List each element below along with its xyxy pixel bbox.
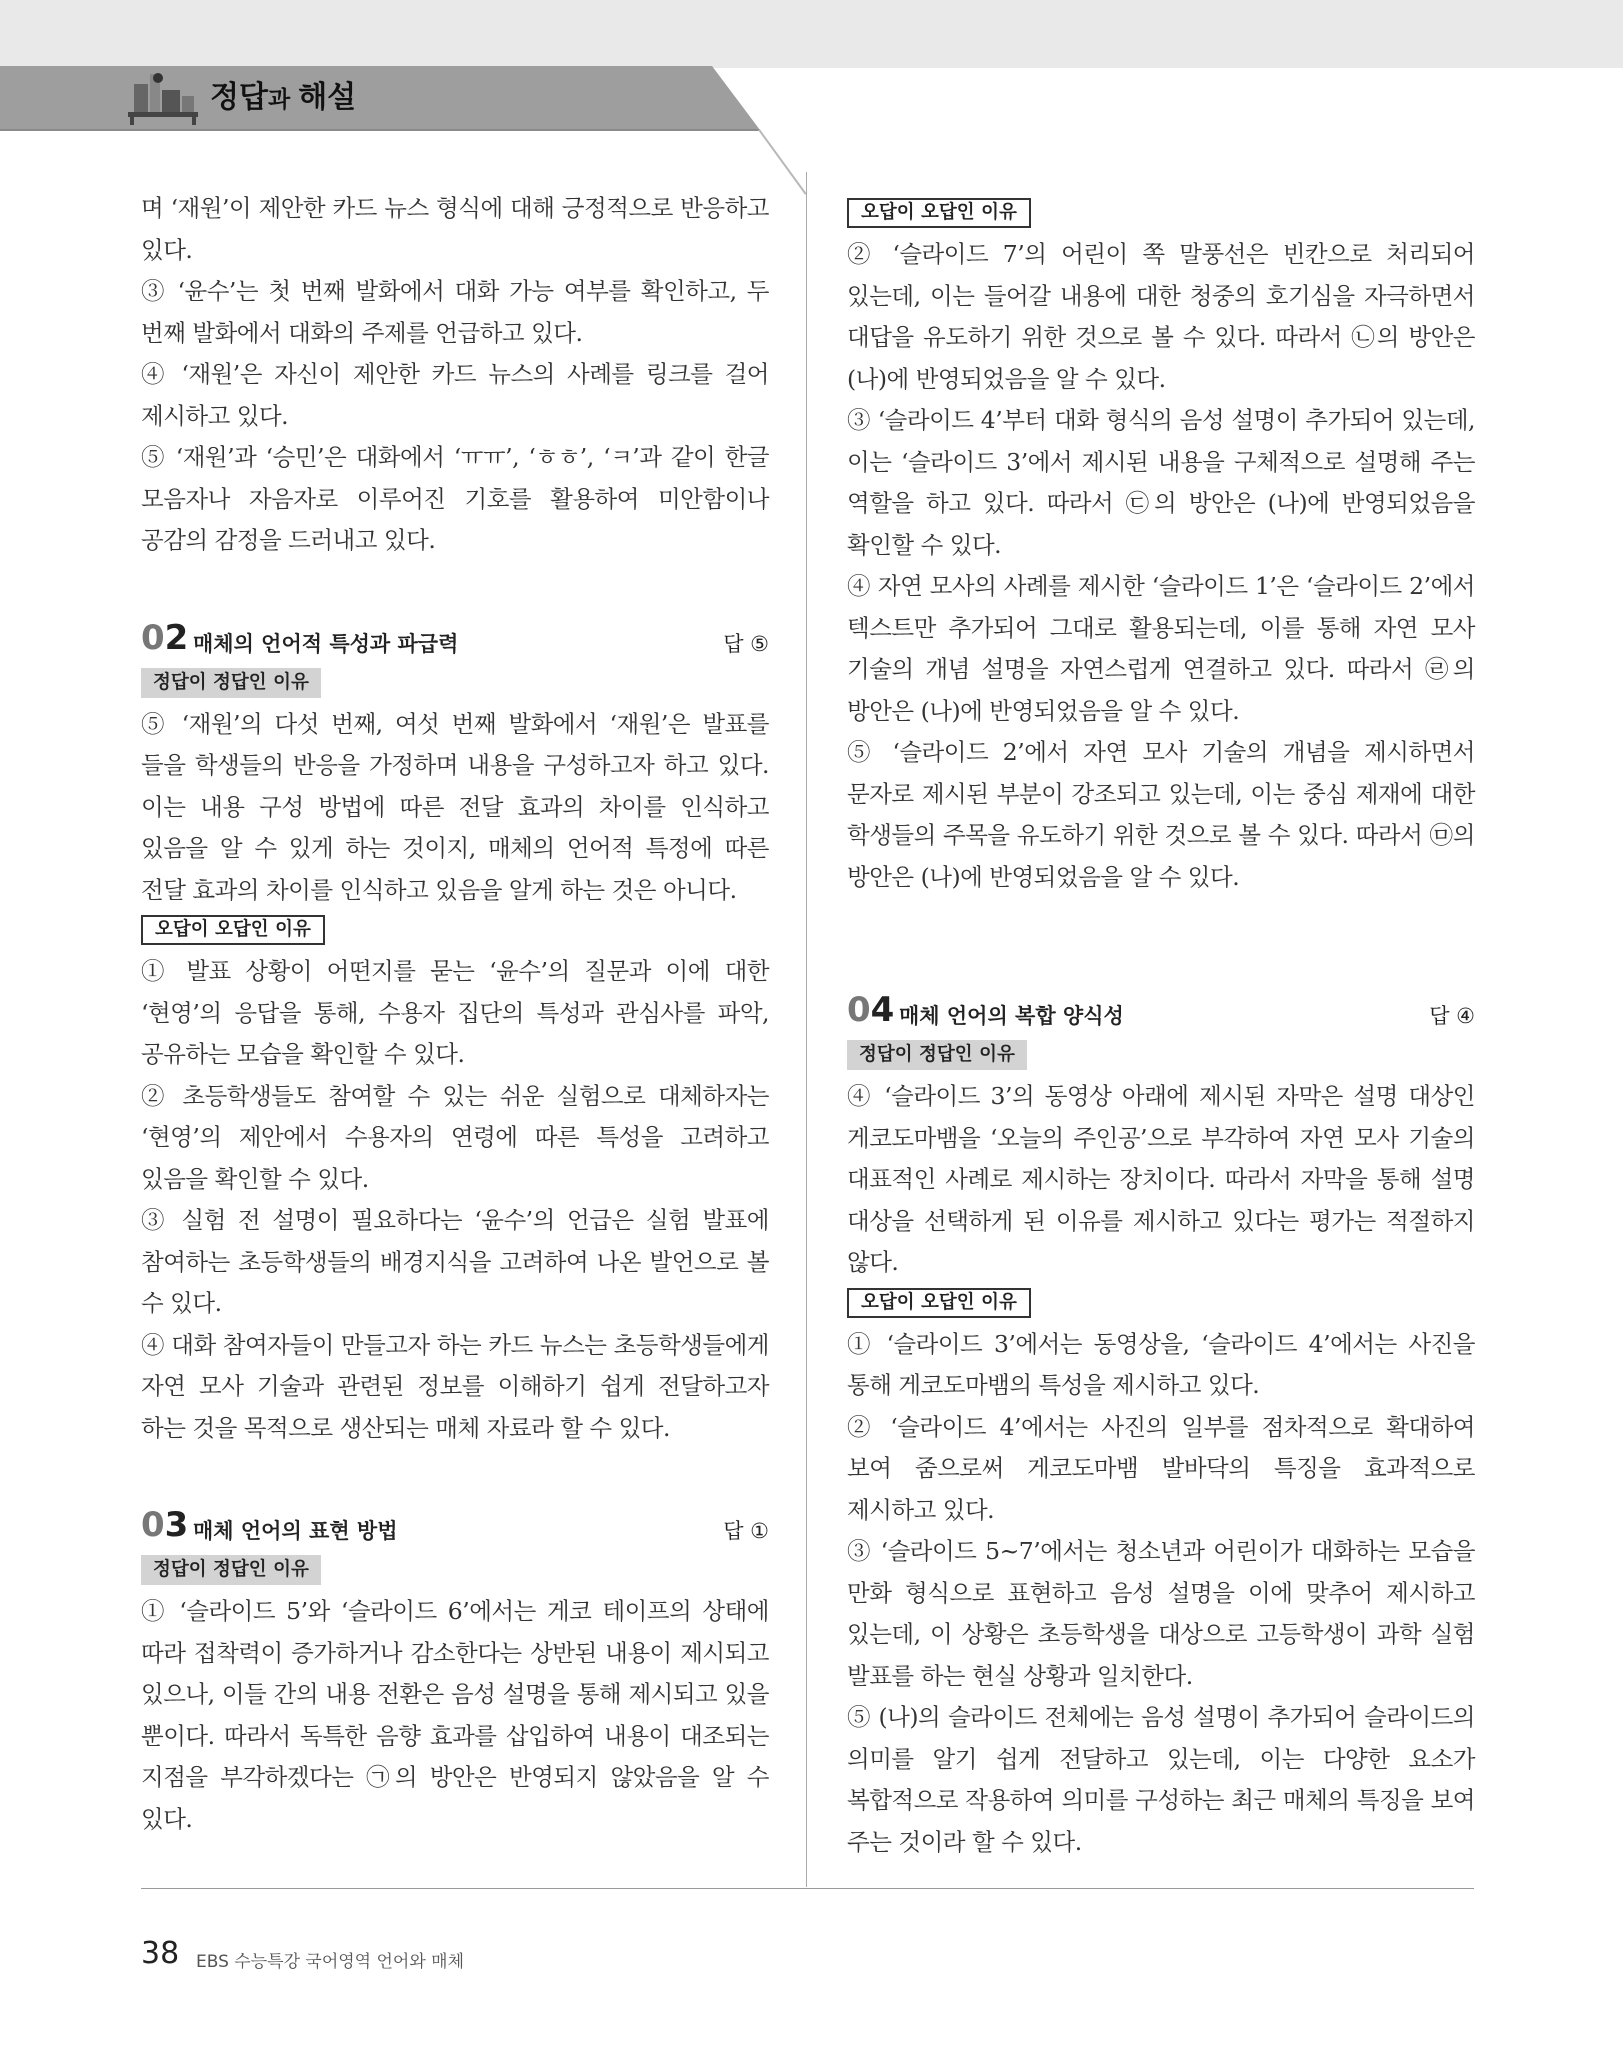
header-title-particle: 과 [267,87,299,113]
header-title-rest: 해설 [298,80,357,115]
s02-wrong-para-2: ② 초등학생들도 참여할 수 있는 쉬운 실험으로 대체하자는 ‘현영’의 제안에서 수용자의 연령에 따른 특성을 고려하고 있음을 확인할 수 있다. [141,1081,769,1193]
header-title [210,76,356,122]
wrong-reason-label: 오답이 오답인 이유 [847,1288,1031,1318]
s04-wrong-para-2: ② ‘슬라이드 4’에서는 사진의 일부를 점차적으로 확대하여 보여 줌으로써 게코도마뱀 발바닥의 특징을 효과적으로 제시하고 있다. [847,1412,1475,1524]
section-title: 매체 언어의 복합 양식성 [899,1004,1124,1028]
left-intro-para-3: ④ ‘재원’은 자신이 제안한 카드 뉴스의 사례를 링크를 걸어 제시하고 있다. [141,360,769,430]
s02-correct-para: ⑤ ‘재원’의 다섯 번째, 여섯 번째 발화에서 ‘재원’은 발표를 들을 학생들의 반응을 가정하며 내용을 구성하고자 하고 있다. 이는 내용 구성 방법에 따른 전달 효과의 차이를 인식하고 있음을 알 수 있게 하는 것이지, 매체의 언어적 특정에 따른 전달 효과의 차이를 인식하고 있음을 알게 하는 것은 아니다. [141,709,769,904]
header-bar [0,66,760,130]
column-divider [806,172,807,1887]
desk-lamp-icon [128,66,198,128]
s02-wrong-para-1: ① 발표 상황이 어떤지를 묻는 ‘윤수’의 질문과 이에 대한 ‘현영’의 응답을 통해, 수용자 집단의 특성과 관심사를 파악, 공유하는 모습을 확인할 수 있다. [141,957,769,1068]
page-number: 38 [141,1936,180,1971]
section-answer: 답 ⑤ [723,631,769,656]
s04-correct-para: ④ ‘슬라이드 3’의 동영상 아래에 제시된 자막은 설명 대상인 게코도마뱀을 ‘오늘의 주인공’으로 부각하여 자연 모사 기술의 대표적인 사례로 제시하는 장치이다. 따라서 자막을 통해 설명 대상을 선택하게 된 이유를 제시하고 있다는 평가는 적절하지 않다. [847,1082,1475,1276]
section-answer: 답 ① [723,1519,769,1543]
right-column [847,194,1475,1863]
wrong-reason-label: 오답이 오답인 이유 [141,915,325,945]
section-title: 매체의 언어적 특성과 파급력 [193,631,459,656]
left-column [141,188,769,1840]
section-04-heading [847,990,1475,1036]
wrong-reason-label: 오답이 오답인 이유 [847,198,1031,228]
section-answer: 답 ④ [1429,1004,1475,1028]
s03-wrong-para-2: ③ ‘슬라이드 4’부터 대화 형식의 음성 설명이 추가되어 있는데, 이는 ‘슬라이드 3’에서 제시된 내용을 구체적으로 설명해 주는 역할을 하고 있다. 따라서 ㉢의 방안은 (나)에 반영되었음을 확인할 수 있다. [847,406,1475,559]
s03-wrong-para-4: ⑤ ‘슬라이드 2’에서 자연 모사 기술의 개념을 제시하면서 문자로 제시된 부분이 강조되고 있는데, 이는 중심 제재에 대한 학생들의 주목을 유도하기 위한 것으로 볼 수 있다. 따라서 ㉤의 방안은 (나)에 반영되었음을 알 수 있다. [847,738,1475,891]
left-intro-para-2: ③ ‘윤수’는 첫 번째 발화에서 대화 가능 여부를 확인하고, 두 번째 발화에서 대화의 주제를 언급하고 있다. [141,277,769,347]
s04-wrong-para-1: ① ‘슬라이드 3’에서는 동영상을, ‘슬라이드 4’에서는 사진을 통해 게코도마뱀의 특성을 제시하고 있다. [847,1329,1475,1399]
header-title-main: 정답 [210,80,268,115]
header-underline [0,129,760,131]
footer-divider [141,1888,1474,1889]
top-band [0,0,1623,68]
s04-wrong-para-3: ③ ‘슬라이드 5~7’에서는 청소년과 어린이가 대화하는 모습을 만화 형식으로 표현하고 음성 설명을 이에 맞추어 제시하고 있는데, 이 상황은 초등학생을 대상으로 고등학생이 과학 실험 발표를 하는 현실 상황과 일치한다. [847,1537,1475,1690]
section-title: 매체 언어의 표현 방법 [193,1519,398,1543]
section-number: 03 [141,1505,189,1545]
s02-wrong-para-3: ③ 실험 전 설명이 필요하다는 ‘윤수’의 언급은 실험 발표에 참여하는 초등학생들의 배경지식을 고려하여 나온 발언으로 볼 수 있다. [141,1206,769,1317]
s03-correct-para: ① ‘슬라이드 5’와 ‘슬라이드 6’에서는 게코 테이프의 상태에 따라 접착력이 증가하거나 감소한다는 상반된 내용이 제시되고 있으나, 이들 간의 내용 전환은 음성 설명을 통해 제시되고 있을 뿐이다. 따라서 독특한 음향 효과를 삽입하여 내용이 대조되는 지점을 부각하겠다는 ㉠의 방안은 반영되지 않았음을 알 수 있다. [141,1597,769,1833]
s04-wrong-para-4: ⑤ (나)의 슬라이드 전체에는 음성 설명이 추가되어 슬라이드의 의미를 알기 쉽게 전달하고 있는데, 이는 다양한 요소가 복합적으로 작용하여 의미를 구성하는 최근 매체의 특징을 보여 주는 것이라 할 수 있다. [847,1703,1475,1856]
correct-reason-label: 정답이 정답인 이유 [141,1555,321,1585]
header-diagonal-line [758,129,807,195]
correct-reason-label: 정답이 정답인 이유 [847,1040,1027,1070]
section-02-heading [141,617,769,664]
s03-wrong-para-1: ② ‘슬라이드 7’의 어린이 쪽 말풍선은 빈칸으로 처리되어 있는데, 이는 들어갈 내용에 대한 청중의 호기심을 자극하면서 대답을 유도하기 위한 것으로 볼 수 있다. 따라서 ㉡의 방안은 (나)에 반영되었음을 알 수 있다. [847,240,1475,393]
left-intro-para-4: ⑤ ‘재원’과 ‘승민’은 대화에서 ‘ㅠㅠ’, ‘ㅎㅎ’, ‘ㅋ’과 같이 한글 모음자나 자음자로 이루어진 기호를 활용하여 미안함이나 공감의 감정을 드러내고 있다. [141,443,769,554]
section-number: 02 [141,617,189,658]
section-03-heading [141,1505,769,1551]
s03-wrong-para-3: ④ 자연 모사의 사례를 제시한 ‘슬라이드 1’은 ‘슬라이드 2’에서 텍스트만 추가되어 그대로 활용되는데, 이를 통해 자연 모사 기술의 개념 설명을 자연스럽게 연결하고 있다. 따라서 ㉣의 방안은 (나)에 반영되었음을 알 수 있다. [847,572,1475,725]
footer-book-title: EBS 수능특강 국어영역 언어와 매체 [196,1952,464,1972]
s02-wrong-para-4: ④ 대화 참여자들이 만들고자 하는 카드 뉴스는 초등학생들에게 자연 모사 기술과 관련된 정보를 이해하기 쉽게 전달하고자 하는 것을 목적으로 생산되는 매체 자료라 할 수 있다. [141,1330,769,1442]
correct-reason-label: 정답이 정답인 이유 [141,668,321,698]
left-intro-para-1: 며 ‘재원’이 제안한 카드 뉴스 형식에 대해 긍정적으로 반응하고 있다. [141,194,769,264]
section-number: 04 [847,990,895,1030]
